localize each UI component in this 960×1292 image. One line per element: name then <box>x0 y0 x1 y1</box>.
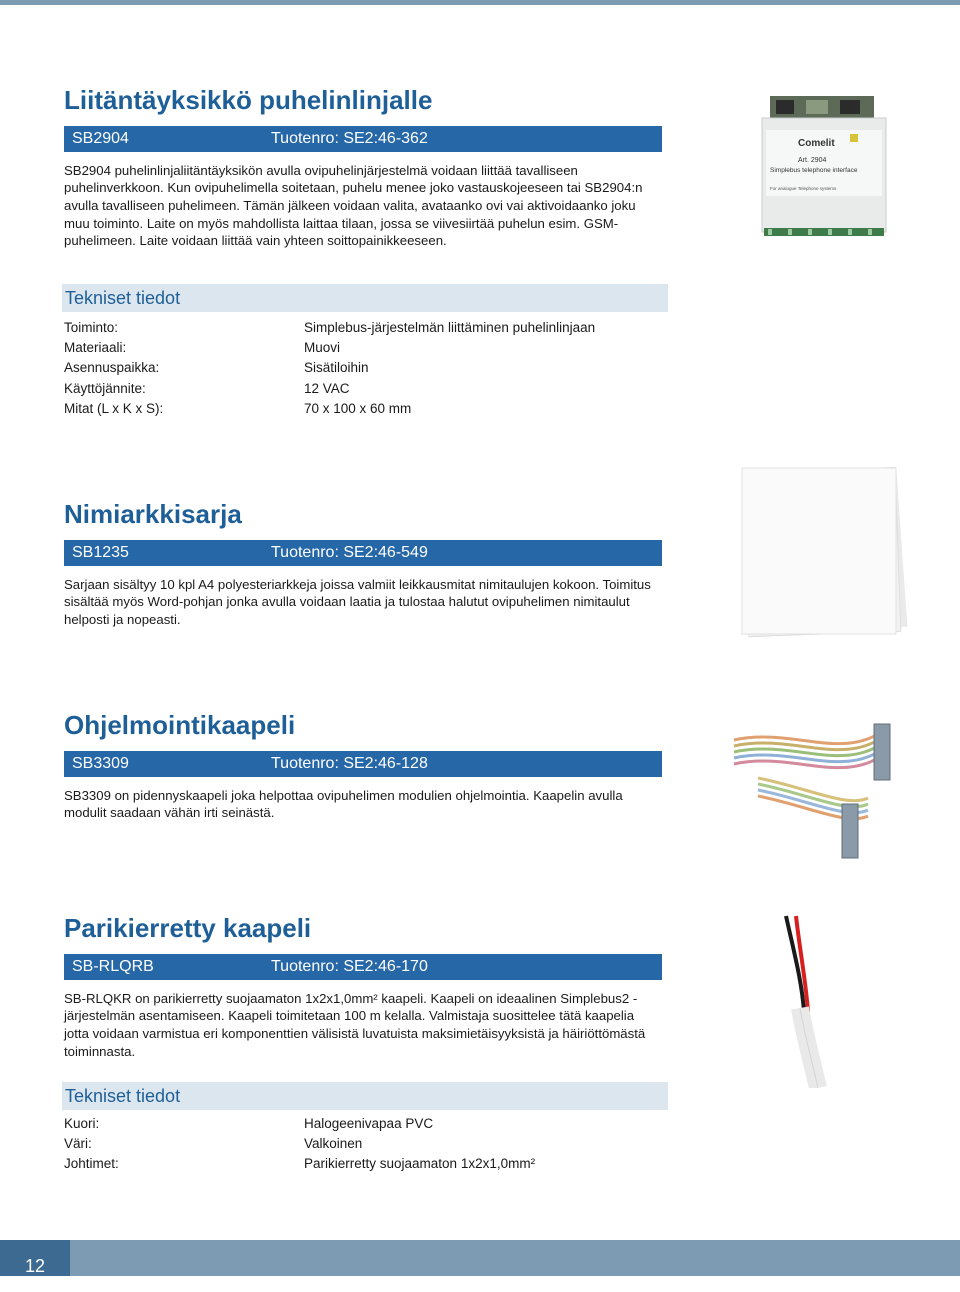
page-footer <box>0 1240 960 1276</box>
section-title: Liitäntäyksikkö puhelinlinjalle <box>64 85 433 115</box>
device-name: Simplebus telephone interface <box>770 167 858 174</box>
product-code-bar <box>64 954 662 980</box>
spec-table-cable <box>64 1114 664 1175</box>
product-number: Tuotenro: SE2:46-170 <box>271 957 428 975</box>
name-sheets-image <box>730 446 916 646</box>
section-twisted-cable <box>64 914 662 1060</box>
spec-row: Kuori: Halogeenivapaa PVC <box>64 1116 434 1131</box>
product-description: SB2904 puhelinlinjaliitäntäyksikön avulla ovipuhelinjärjestelmä voidaan liittää tavalliseen puhelinverkkoon. Kun ovipuhelimella soitetaan, puhelu menee joko vastauskojeeseen tai SB2904:n avulla tavalliseen puhelimeen. Tämän jälkeen voidaan valita, avataanko ovi vai aktivoidaanko joku muu toiminto. Laite on myös mahdollista laittaa tilaan, jossa se viivesiirtää puhelun esim. GSM-puhelimeen. Laite voidaan liittää vain yhteen soittopainikkeeseen. <box>64 162 643 249</box>
twisted-cable-image <box>736 912 876 1088</box>
spec-heading: Tekniset tiedot <box>62 1082 668 1110</box>
ribbon-cable-image <box>728 718 910 868</box>
page-number: 12 <box>0 1240 70 1276</box>
product-code: SB-RLQRB <box>72 957 154 975</box>
section-title: Ohjelmointikaapeli <box>64 710 296 740</box>
section-programming-cable <box>64 711 662 822</box>
phone-interface-device-image <box>758 90 890 240</box>
product-number: Tuotenro: SE2:46-362 <box>271 129 428 147</box>
section-name-sheets <box>64 500 662 629</box>
spec-row: Käyttöjännite: 12 VAC <box>64 380 350 396</box>
spec-row: Toiminto: Simplebus-järjestelmän liittäminen puhelinlinjaan <box>64 320 596 335</box>
product-description: Sarjaan sisältyy 10 kpl A4 polyesteriarkkeja joissa valmiit leikkausmitat nimitaulujen kokoon. Toimitus sisältää myös Word-pohjan jonka avulla voidaan laatia ja tulostaa halutut ovipuhelimen nimitaulut helposti ja nopeasti. <box>64 576 651 628</box>
device-brand: Comelit <box>798 138 835 149</box>
section-phone-interface <box>64 86 662 250</box>
product-code: SB2904 <box>72 129 129 147</box>
device-sub: For analogue Telephone systems <box>770 186 837 191</box>
product-description: SB3309 on pidennyskaapeli joka helpottaa ovipuhelimen modulien ohjelmointia. Kaapelin avulla modulit saadaan vähän irti seinästä. <box>64 787 623 821</box>
spec-row: Materiaali: Muovi <box>64 340 341 356</box>
product-number: Tuotenro: SE2:46-128 <box>271 754 428 772</box>
spec-row: Mitat (L x K x S): 70 x 100 x 60 mm <box>64 400 412 416</box>
product-code-bar <box>64 751 662 777</box>
spec-heading: Tekniset tiedot <box>62 284 668 312</box>
spec-row: Johtimet: Parikierretty suojaamaton 1x2x1,0mm² <box>64 1156 536 1172</box>
spec-row: Väri: Valkoinen <box>64 1136 363 1152</box>
spec-table-device <box>64 318 664 419</box>
spec-row: Asennuspaikka: Sisätiloihin <box>64 360 369 376</box>
section-title: Nimiarkkisarja <box>64 499 242 529</box>
section-title: Parikierretty kaapeli <box>64 913 312 943</box>
product-code: SB1235 <box>72 543 129 561</box>
product-number: Tuotenro: SE2:46-549 <box>271 543 428 561</box>
device-art: Art. 2904 <box>798 157 827 164</box>
product-code: SB3309 <box>72 754 129 772</box>
product-code-bar <box>64 540 662 566</box>
product-description: SB-RLQKR on parikierretty suojaamaton 1x2x1,0mm² kaapeli. Kaapeli on ideaalinen Simplebus2 -järjestelmän asentamiseen. Kaapeli toimitetaan 100 m kelalla. Valmistaja suosittelee tätä kaapelia jotta voidaan varmistua eri komponenttien välisistä luvatuista maksimietäisyyksistä ja häiriöttömästä toiminnasta. <box>64 990 646 1059</box>
product-code-bar <box>64 126 662 152</box>
top-border <box>0 0 960 5</box>
